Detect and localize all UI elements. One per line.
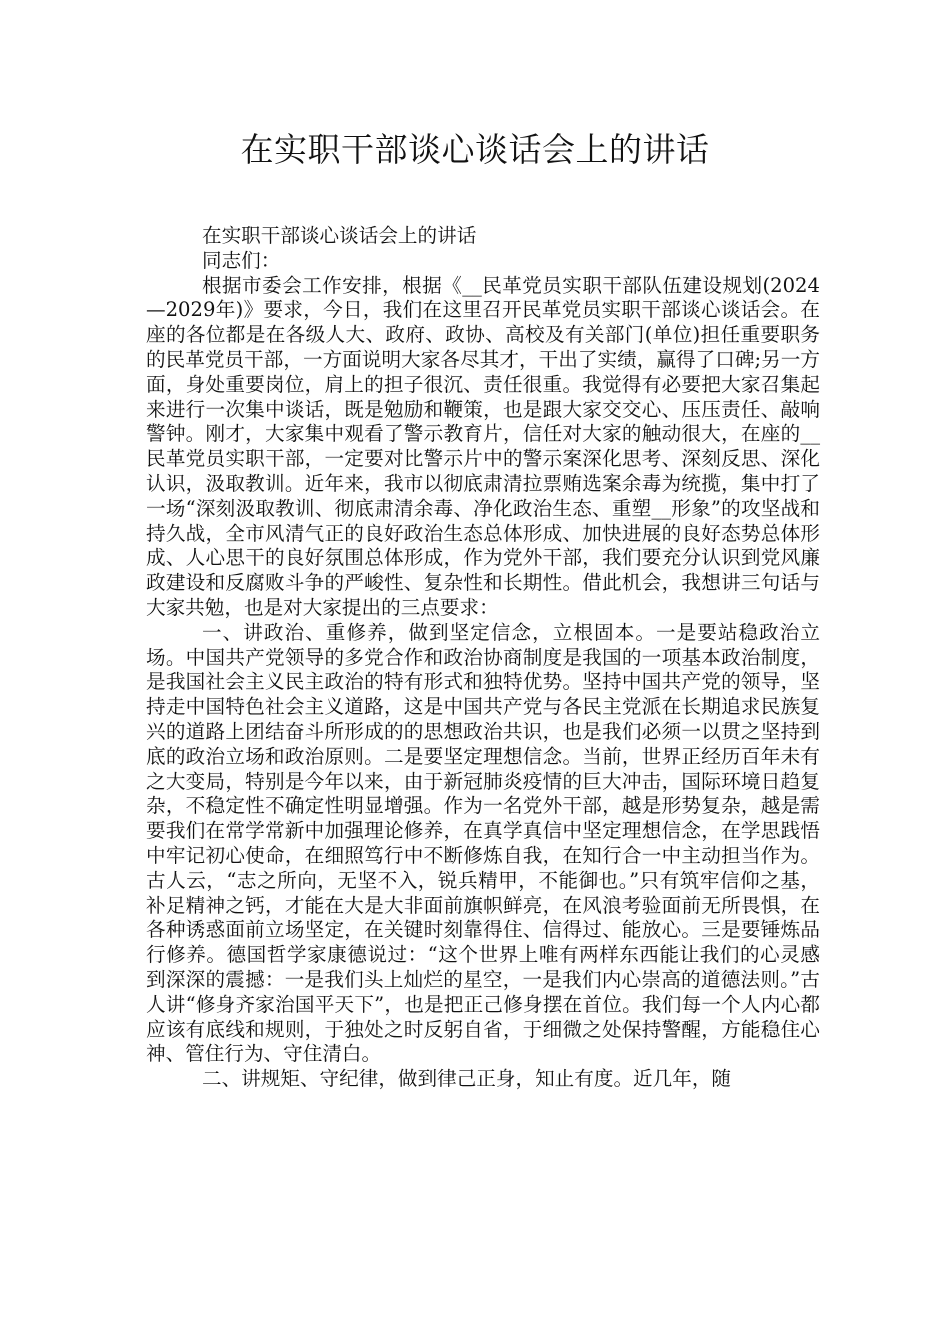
paragraph-intro: 根据市委会工作安排，根据《__民革党员实职干部队伍建设规划(2024—2029年)》要求，今日，我们在这里召开民革党员实职干部谈心谈话会。在座的各位都是在各级人大、政府、政协、高校及有关部门(单位)担任重要职务的民革党员干部，一方面说明大家各尽其才，干出了实绩，赢得了口碑;另一方面，身处重要岗位，肩上的担子很沉、责任很重。我觉得有必要把大家召集起来进行一次集中谈话，既是勉励和鞭策，也是跟大家交交心、压压责任、敲响警钟。刚才，大家集中观看了警示教育片，信任对大家的触动很大，在座的__民革党员实职干部，一定要对比警示片中的警示案深化思考、深刻反思、深化认识，汲取教训。近年来，我市以彻底肃清拉票贿选案余毒为统揽，集中打了一场“深刻汲取教训、彻底肃清余毒、净化政治生态、重塑__形象”的攻坚战和持久战，全市风清气正的良好政治生态总体形成、加快进展的良好态势总体形成、人心思干的良好氛围总体形成，作为党外干部，我们要充分认识到党风廉政建设和反腐败斗争的严峻性、复杂性和长期性。借此机会，我想讲三句话与大家共勉，也是对大家提出的三点要求： xyxy=(146,273,820,619)
paragraph-section-one: 一、讲政治、重修养，做到坚定信念，立根固本。一是要站稳政治立场。中国共产党领导的多党合作和政治协商制度是我国的一项基本政治制度，是我国社会主义民主政治的特有形式和独特优势。坚持中国共产党的领导，坚持走中国特色社会主义道路，这是中国共产党与各民主党派在长期追求民族复兴的道路上团结奋斗所形成的的思想政治共识，也是我们必须一以贯之坚持到底的政治立场和政治原则。二是要坚定理想信念。当前，世界正经历百年未有之大变局，特别是今年以来，由于新冠肺炎疫情的巨大冲击，国际环境日趋复杂，不稳定性不确定性明显增强。作为一名党外干部，越是形势复杂，越是需要我们在常学常新中加强理论修养，在真学真信中坚定理想信念，在学思践悟中牢记初心使命，在细照笃行中不断修炼自我，在知行合一中主动担当作为。古人云，“志之所向，无坚不入，锐兵精甲，不能御也。”只有筑牢信仰之基，补足精神之钙，才能在大是大非面前旗帜鲜亮，在风浪考验面前无所畏惧，在各种诱惑面前立场坚定，在关键时刻靠得住、信得过、能放心。三是要锤炼品行修养。德国哲学家康德说过：“这个世界上唯有两样东西能让我们的心灵感到深深的震撼：一是我们头上灿烂的星空，一是我们内心崇高的道德法则。”古人讲“修身齐家治国平天下”，也是把正己修身摆在首位。我们每一个人内心都应该有底线和规则，于独处之时反躬自省，于细微之处保持警醒，方能稳住心神、管住行为、守住清白。 xyxy=(146,620,820,1066)
paragraph-section-two: 二、讲规矩、守纪律，做到律己正身，知止有度。近几年，随 xyxy=(202,1067,732,1091)
document-body xyxy=(146,224,820,1092)
paragraph-salutation: 同志们： xyxy=(202,248,281,272)
document-title: 在实职干部谈心谈话会上的讲话 xyxy=(240,130,710,169)
paragraph-heading: 在实职干部谈心谈话会上的讲话 xyxy=(202,224,477,247)
